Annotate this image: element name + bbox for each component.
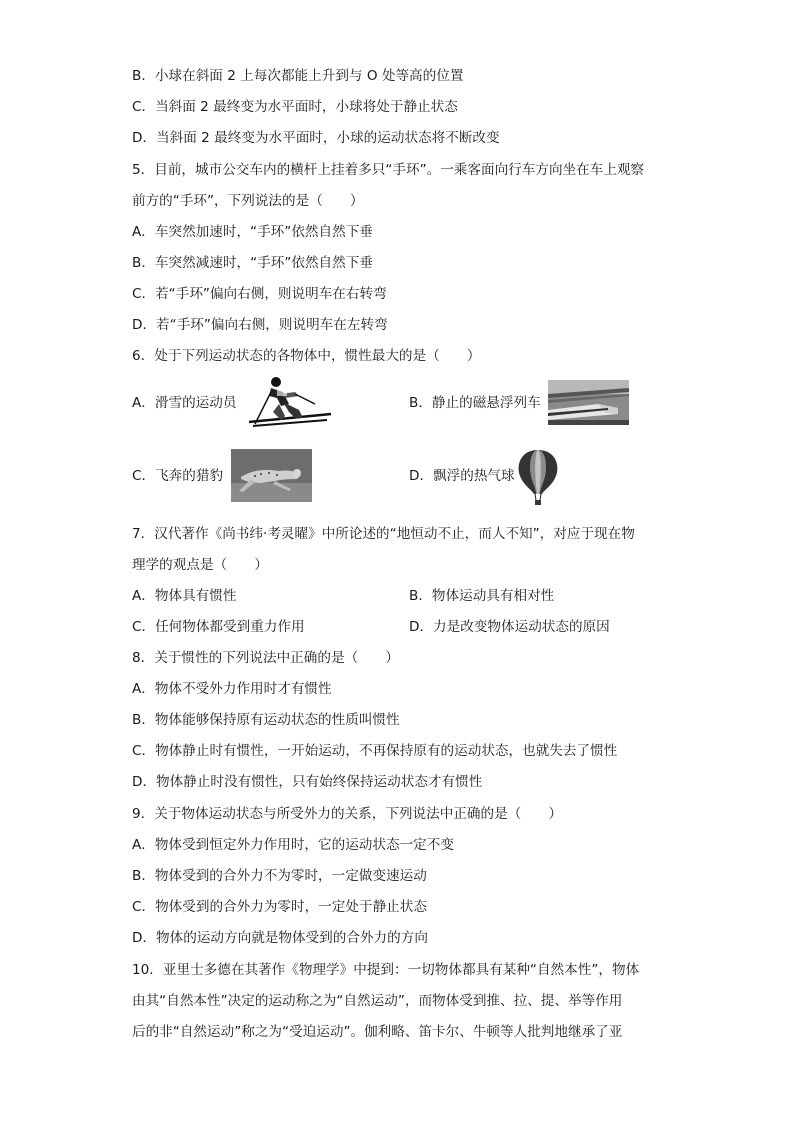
question-6-stem: 6．处于下列运动状态的各物体中，惯性最大的是（ ）: [132, 348, 481, 364]
question-9-option-b: B．物体受到的合外力不为零时，一定做变速运动: [132, 868, 427, 884]
question-9-stem: 9．关于物体运动状态与所受外力的关系，下列说法中正确的是（ ）: [132, 806, 563, 822]
question-6-option-b: B．静止的磁悬浮列车: [409, 395, 541, 411]
option-d-line: D．当斜面 2 最终变为水平面时，小球的运动状态将不断改变: [132, 130, 500, 146]
option-b-line: B．小球在斜面 2 上每次都能上升到与 O 处等高的位置: [132, 68, 464, 84]
question-7-option-c: C．任何物体都受到重力作用: [132, 619, 305, 635]
question-8-option-b: B．物体能够保持原有运动状态的性质叫惯性: [132, 712, 400, 728]
question-5-option-c: C．若“手环”偏向右侧，则说明车在右转弯: [132, 286, 387, 302]
question-8-stem: 8．关于惯性的下列说法中正确的是（ ）: [132, 650, 399, 666]
question-10-stem-cont-1: 由其“自然本性”决定的运动称之为“自然运动”，而物体受到推、拉、提、举等作用: [132, 993, 623, 1009]
question-7-option-d: D．力是改变物体运动状态的原因: [409, 619, 610, 635]
cheetah-image: [231, 449, 312, 502]
question-9-option-d: D．物体的运动方向就是物体受到的合外力的方向: [132, 930, 428, 946]
hot-air-balloon-image: [516, 448, 560, 506]
skier-image: [243, 374, 333, 428]
question-5-option-a: A．车突然加速时，“手环”依然自然下垂: [132, 224, 373, 240]
question-6-option-a: A．滑雪的运动员: [132, 395, 237, 411]
question-9-option-a: A．物体受到恒定外力作用时，它的运动状态一定不变: [132, 837, 454, 853]
question-5-option-b: B．车突然减速时，“手环”依然自然下垂: [132, 255, 373, 271]
question-8-option-d: D．物体静止时没有惯性，只有始终保持运动状态才有惯性: [132, 774, 483, 790]
question-6-option-d: D．飘浮的热气球: [409, 468, 515, 484]
question-10-stem: 10．亚里士多德在其著作《物理学》中提到：一切物体都具有某种“自然本性”，物体: [132, 962, 640, 978]
question-7-stem: 7．汉代著作《尚书纬·考灵曜》中所论述的“地恒动不止，而人不知”，对应于现在物: [132, 526, 635, 542]
question-8-option-c: C．物体静止时有惯性，一开始运动，不再保持原有的运动状态，也就失去了惯性: [132, 743, 618, 759]
question-10-stem-cont-2: 后的非“自然运动”称之为“受迫运动”。伽利略、笛卡尔、牛顿等人批判地继承了亚: [132, 1024, 623, 1040]
question-6-option-c: C．飞奔的猎豹: [132, 468, 224, 484]
question-9-option-c: C．物体受到的合外力为零时，一定处于静止状态: [132, 899, 427, 915]
question-8-option-a: A．物体不受外力作用时才有惯性: [132, 681, 332, 697]
option-c-line: C．当斜面 2 最终变为水平面时，小球将处于静止状态: [132, 99, 458, 115]
question-7-stem-cont: 理学的观点是（ ）: [132, 557, 268, 573]
maglev-train-image: [548, 380, 629, 425]
question-7-option-a: A．物体具有惯性: [132, 588, 237, 604]
question-5-option-d: D．若“手环”偏向右侧，则说明车在左转弯: [132, 317, 388, 333]
question-5-stem: 5．目前，城市公交车内的横杆上挂着多只“手环”。一乘客面向行车方向坐在车上观察: [132, 162, 645, 178]
question-7-option-b: B．物体运动具有相对性: [409, 588, 555, 604]
question-5-stem-cont: 前方的“手环”，下列说法的是（ ）: [132, 193, 364, 209]
